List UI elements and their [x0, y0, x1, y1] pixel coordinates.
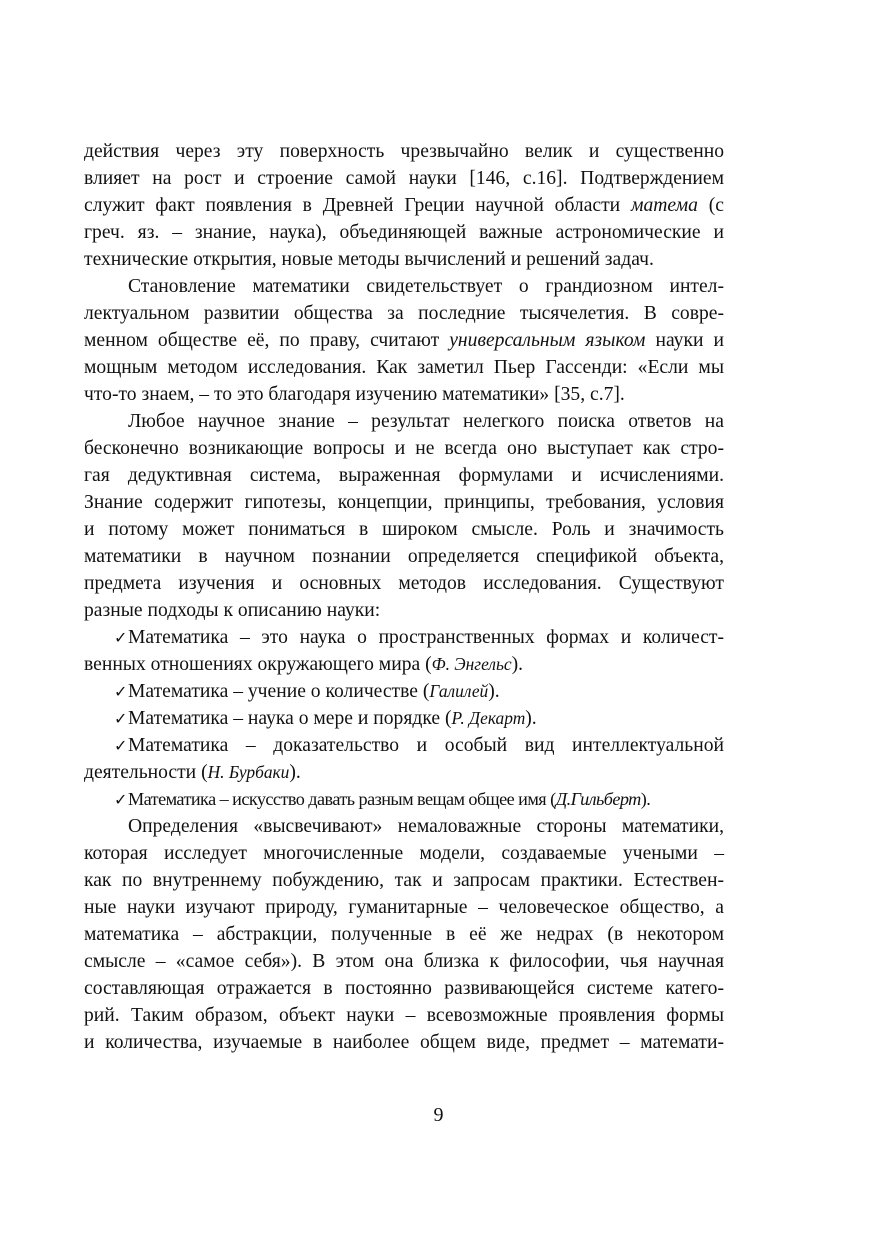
text-span: технические открытия, новые методы вычислений и решений задач.: [84, 249, 654, 270]
text-span: математика – абстракции, полученные в её же недрах (в некотором: [84, 924, 724, 945]
page-number: 9: [433, 1104, 444, 1126]
author-name: Ф. Энгельс: [431, 654, 512, 674]
list-item: [84, 705, 724, 732]
list-item: [84, 732, 724, 759]
text-line: [84, 570, 724, 597]
text-line: [84, 948, 724, 975]
text-line: [84, 651, 724, 678]
text-line: [84, 327, 724, 354]
text-span: что-то знаем, – то это благодаря изучению математики» [35, с.7].: [84, 384, 625, 405]
author-name: Р. Декарт: [451, 708, 526, 728]
text-span: Математика – искусство давать разным вещам общее имя (: [128, 789, 556, 809]
text-span: менном обществе её, по праву, считают: [84, 330, 450, 351]
text-span: смысле – «самое себя»). В этом она близка к философии, чья научная: [84, 951, 724, 972]
text-line: [84, 381, 724, 408]
text-span: Математика – это наука о пространственных формах и количест-: [128, 627, 724, 648]
text-line: [84, 354, 724, 381]
text-span: науки и: [645, 330, 724, 351]
checkmark-icon: ✓: [114, 630, 128, 647]
emphasis-term: матема: [630, 195, 698, 216]
text-span: разные подходы к описанию науки:: [84, 600, 381, 621]
list-item: [84, 786, 724, 813]
text-line: [84, 543, 724, 570]
text-span: математики в научном познании определяется спецификой объекта,: [84, 546, 724, 567]
list-item: [84, 624, 724, 651]
text-line: [84, 597, 724, 624]
text-span: составляющая отражается в постоянно развивающейся системе катего-: [84, 978, 724, 999]
text-line: [84, 462, 724, 489]
text-span: бесконечно возникающие вопросы и не всегда оно выступает как стро-: [84, 438, 724, 459]
text-span: венных отношениях окружающего мира (: [84, 654, 432, 675]
text-line: [84, 867, 724, 894]
text-span: Математика – учение о количестве (: [128, 681, 430, 702]
body-text: [84, 138, 724, 1056]
text-span: греч. яз. – знание, наука), объединяющей важные астрономические и: [84, 222, 724, 243]
text-span: Становление математики свидетельствует о грандиозном интел-: [128, 276, 724, 297]
text-span: гая дедуктивная система, выраженная формулами и исчислениями.: [84, 465, 724, 486]
text-line: [84, 300, 724, 327]
author-name: Галилей: [429, 681, 489, 701]
text-span: предмета изучения и основных методов исследования. Существуют: [84, 573, 724, 594]
paragraph-start: [84, 813, 724, 840]
text-span: лектуальном развитии общества за последние тысячелетия. В совре-: [84, 303, 724, 324]
checkmark-icon: ✓: [114, 684, 128, 701]
text-span: Математика – наука о мере и порядке (: [128, 708, 452, 729]
text-span: Определения «высвечивают» немаловажные стороны математики,: [128, 816, 724, 837]
text-span: рий. Таким образом, объект науки – всевозможные проявления формы: [84, 1005, 724, 1026]
text-span: ).: [525, 708, 537, 729]
text-line: [84, 138, 724, 165]
text-span: (с: [697, 195, 725, 216]
text-span: и потому может пониматься в широком смысле. Роль и значимость: [84, 519, 724, 540]
text-line: [84, 1002, 724, 1029]
author-name: Д.Гильберт: [555, 789, 641, 809]
text-span: ).: [640, 789, 651, 809]
text-span: и количества, изучаемые в наиболее общем виде, предмет – математи-: [84, 1032, 724, 1053]
text-span: как по внутреннему побуждению, так и запросам практики. Естествен-: [84, 870, 724, 891]
text-line: [84, 1029, 724, 1056]
text-span: действия через эту поверхность чрезвычайно велик и существенно: [84, 141, 724, 162]
text-line: [84, 921, 724, 948]
text-line: [84, 246, 724, 273]
text-line: [84, 975, 724, 1002]
text-span: мощным методом исследования. Как заметил Пьер Гассенди: «Если мы: [84, 357, 724, 378]
checkmark-icon: ✓: [114, 792, 127, 809]
paragraph-start: [84, 408, 724, 435]
text-line: [84, 489, 724, 516]
text-span: ).: [289, 762, 301, 783]
text-span: Любое научное знание – результат нелегкого поиска ответов на: [128, 411, 724, 432]
text-span: Знание содержит гипотезы, концепции, принципы, требования, условия: [84, 492, 724, 513]
text-span: ).: [488, 681, 500, 702]
text-span: которая исследует многочисленные модели, создаваемые учеными –: [84, 843, 724, 864]
paragraph-start: [84, 273, 724, 300]
author-name: Н. Бурбаки: [207, 762, 290, 782]
text-line: [84, 840, 724, 867]
text-line: [84, 192, 724, 219]
checkmark-icon: ✓: [114, 738, 128, 755]
text-line: [84, 165, 724, 192]
text-line: [84, 516, 724, 543]
checkmark-icon: ✓: [114, 711, 128, 728]
text-span: влияет на рост и строение самой науки [146, с.16]. Подтверждением: [84, 168, 724, 189]
text-line: [84, 219, 724, 246]
text-span: деятельности (: [84, 762, 208, 783]
text-line: [84, 435, 724, 462]
list-item: [84, 678, 724, 705]
text-line: [84, 759, 724, 786]
text-line: [84, 894, 724, 921]
text-span: ные науки изучают природу, гуманитарные – человеческое общество, а: [84, 897, 724, 918]
text-span: ).: [511, 654, 524, 675]
text-span: служит факт появления в Древней Греции научной области: [84, 195, 631, 216]
emphasis-term: универсальным языком: [449, 330, 646, 351]
text-span: Математика – доказательство и особый вид интеллектуальной: [128, 735, 724, 756]
